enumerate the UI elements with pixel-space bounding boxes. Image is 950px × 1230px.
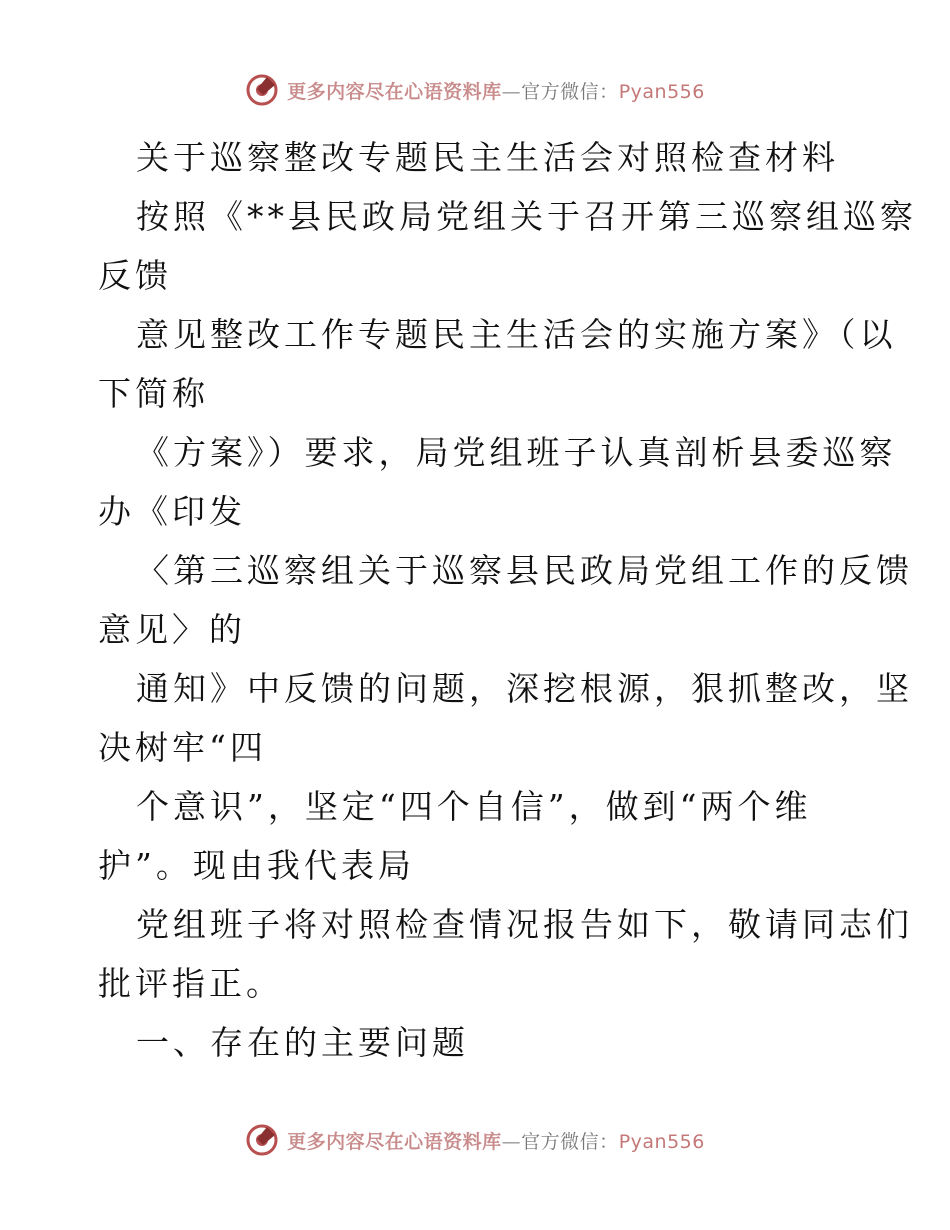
footer-watermark [0, 1120, 950, 1160]
paragraph-line: 意见整改工作专题民主生活会的实施方案》（以 [136, 315, 897, 354]
watermark-wechat-id: Pyan556 [618, 80, 705, 103]
paragraph-line: 下简称 [98, 374, 209, 413]
watermark-brand: 更多内容尽在心语资料库 [287, 1130, 502, 1153]
paragraph-line: 办《印发 [98, 492, 246, 531]
pen-circle-logo-icon [245, 73, 279, 107]
paragraph-line: 党组班子将对照检查情况报告如下，敬请同志们 [136, 905, 913, 944]
watermark-brand: 更多内容尽在心语资料库 [287, 80, 502, 103]
document-body [98, 128, 917, 1072]
pen-circle-logo-icon [245, 1123, 279, 1157]
document-title: 关于巡察整改专题民主生活会对照检查材料 [136, 138, 839, 177]
watermark-dash: — [501, 80, 522, 103]
paragraph-line: 批评指正。 [98, 964, 283, 1003]
watermark-official: 官方微信： [521, 1130, 619, 1153]
paragraph-line: 按照《**县民政局党组关于召开第三巡察组巡察 [136, 197, 917, 236]
paragraph-line: 个意识”，坚定“四个自信”，做到“两个维 [136, 787, 812, 826]
watermark-text [287, 77, 705, 104]
watermark-official: 官方微信： [521, 80, 619, 103]
paragraph-line: 《方案》）要求，局党组班子认真剖析县委巡察 [136, 433, 897, 472]
section-heading: 一、存在的主要问题 [136, 1023, 469, 1062]
paragraph-line: 护”。现由我代表局 [98, 846, 415, 885]
watermark-text [287, 1127, 705, 1154]
watermark-dash: — [501, 1130, 522, 1153]
paragraph-line: 〈第三巡察组关于巡察县民政局党组工作的反馈 [136, 551, 913, 590]
paragraph-line: 通知》中反馈的问题，深挖根源，狠抓整改，坚 [136, 669, 913, 708]
paragraph-line: 决树牢“四 [98, 728, 267, 767]
paragraph-line: 意见〉的 [98, 610, 246, 649]
paragraph-line: 反馈 [98, 256, 172, 295]
watermark-wechat-id: Pyan556 [618, 1130, 705, 1153]
header-watermark [0, 70, 950, 110]
